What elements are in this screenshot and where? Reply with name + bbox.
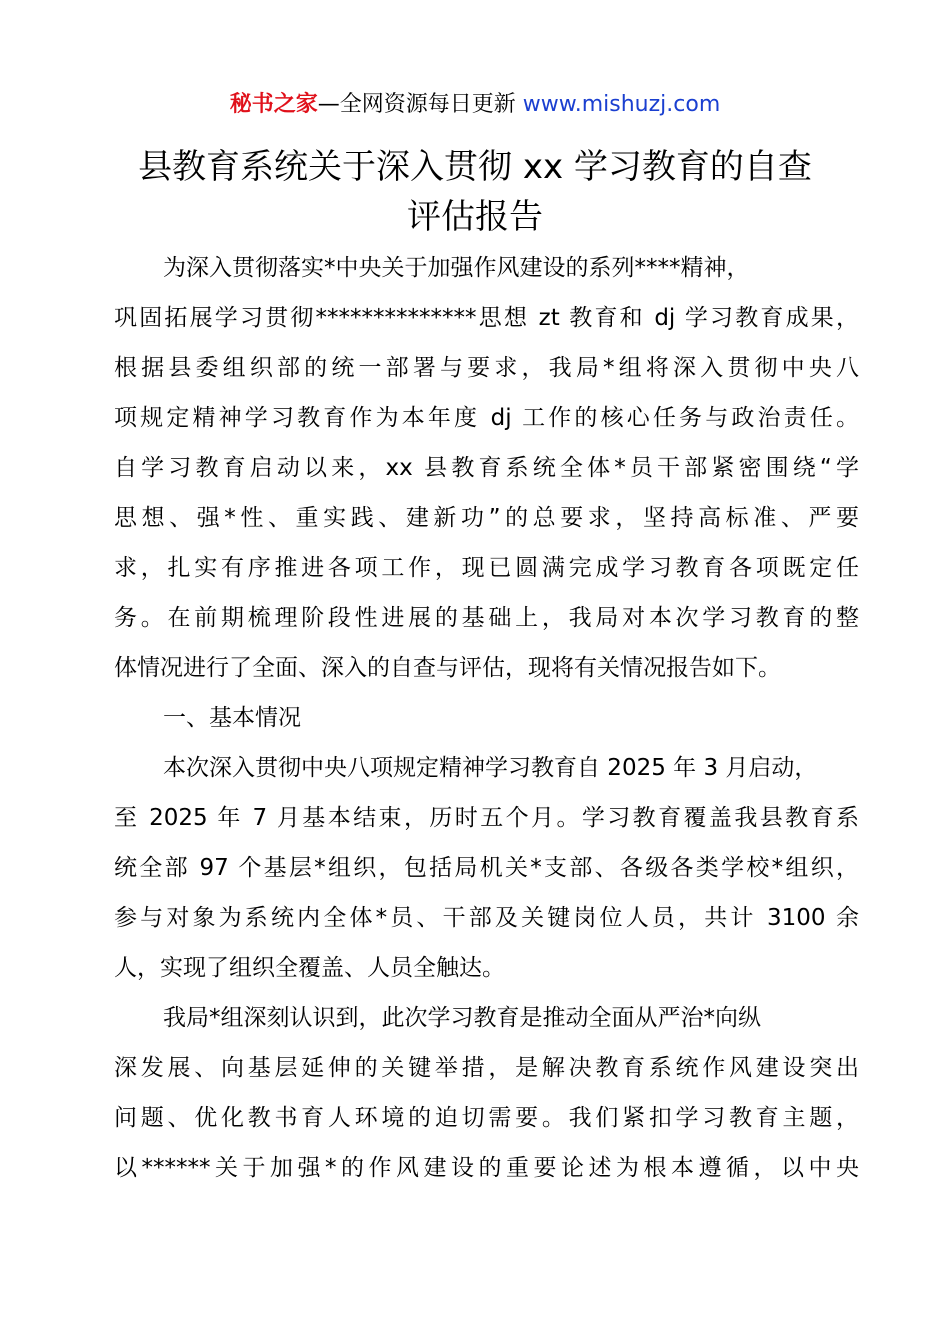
paragraph-1-line-3: 根据县委组织部的统一部署与要求，我局*组将深入贯彻中央八 [114, 355, 859, 381]
paragraph-3-line-4: 以******关于加强*的作风建设的重要论述为根本遵循，以中央 [114, 1155, 859, 1181]
paragraph-2-line-3: 统全部 97 个基层*组织，包括局机关*支部、各级各类学校*组织， [114, 855, 859, 881]
paragraph-2-line-4: 参与对象为系统内全体*员、干部及关键岗位人员，共计 3100 余 [114, 905, 859, 931]
title-line-1: 县教育系统关于深入贯彻 xx 学习教育的自查 [138, 147, 812, 187]
document-title [100, 142, 850, 242]
paragraph-1-line-5: 自学习教育启动以来，xx 县教育系统全体*员干部紧密围绕“学 [114, 455, 859, 481]
paragraph-1-line-8: 务。在前期梳理阶段性进展的基础上，我局对本次学习教育的整 [114, 605, 859, 631]
paragraph-1-line-7: 求，扎实有序推进各项工作，现已圆满完成学习教育各项既定任 [114, 555, 859, 581]
brand-name: 秘书之家 [229, 92, 318, 117]
paragraph-1-line-6: 思想、强*性、重实践、建新功”的总要求，坚持高标准、严要 [114, 505, 859, 531]
paragraph-1-line-9: 体情况进行了全面、深入的自查与评估，现将有关情况报告如下。 [114, 655, 781, 681]
site-header [0, 88, 950, 122]
section-heading-1: 一、基本情况 [163, 705, 301, 731]
paragraph-1-line-1: 为深入贯彻落实*中央关于加强作风建设的系列****精神， [163, 255, 750, 281]
site-url-link[interactable]: www.mishuzj.com [522, 92, 721, 117]
header-tagline: —全网资源每日更新 [317, 92, 523, 117]
paragraph-3-line-1: 我局*组深刻认识到，此次学习教育是推动全面从严治*向纵 [163, 1005, 761, 1031]
paragraph-3-line-2: 深发展、向基层延伸的关键举措，是解决教育系统作风建设突出 [114, 1055, 859, 1081]
paragraph-3-line-3: 问题、优化教书育人环境的迫切需要。我们紧扣学习教育主题， [114, 1105, 859, 1131]
title-line-2: 评估报告 [407, 197, 543, 237]
paragraph-1-line-4: 项规定精神学习教育作为本年度 dj 工作的核心任务与政治责任。 [114, 405, 859, 431]
document-body [114, 243, 859, 1193]
paragraph-2-line-1: 本次深入贯彻中央八项规定精神学习教育自 2025 年 3 月启动， [163, 755, 818, 781]
paragraph-2-line-5: 人，实现了组织全覆盖、人员全触达。 [114, 955, 505, 981]
paragraph-1-line-2: 巩固拓展学习贯彻**************思想 zt 教育和 dj 学习教育成果， [114, 305, 859, 331]
paragraph-2-line-2: 至 2025 年 7 月基本结束，历时五个月。学习教育覆盖我县教育系 [114, 805, 859, 831]
